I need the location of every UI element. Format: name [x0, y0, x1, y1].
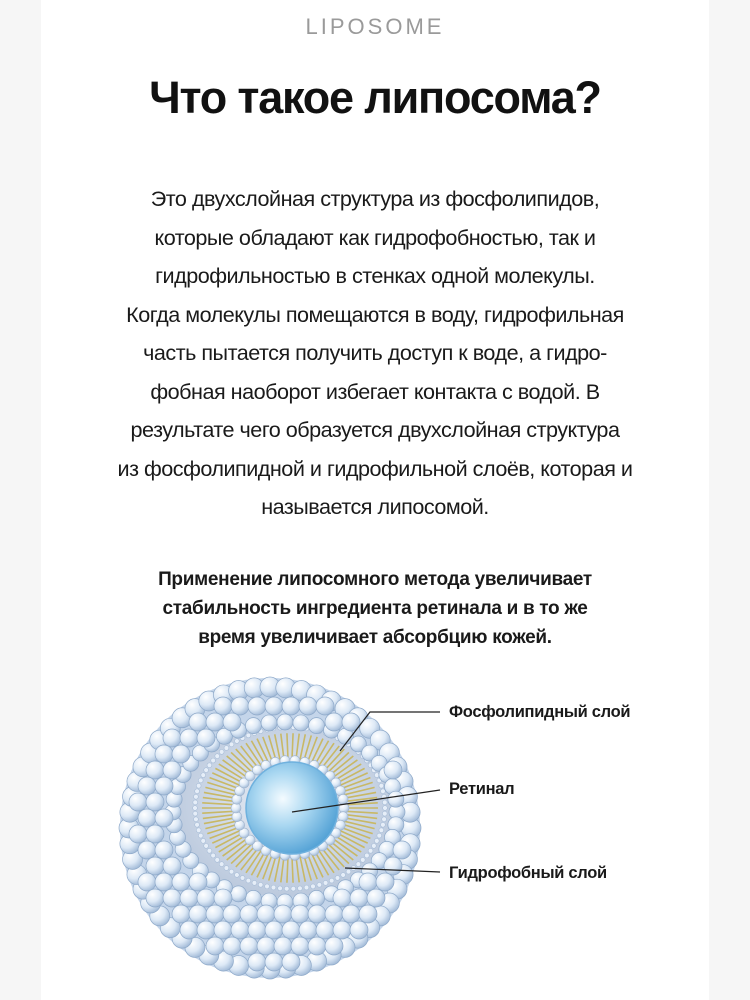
outer-head-sphere: [291, 905, 309, 923]
outer-head-sphere: [350, 921, 368, 939]
outer-head-sphere: [359, 905, 377, 923]
liposome-sphere: [119, 677, 421, 979]
lipid-head: [219, 862, 224, 867]
lipid-head: [219, 750, 224, 755]
outer-head-sphere: [223, 905, 241, 923]
outer-head-sphere: [230, 886, 246, 902]
lipid-head: [356, 862, 361, 867]
lipid-head: [346, 869, 351, 874]
outer-head-sphere: [189, 873, 207, 891]
outer-head-sphere: [248, 697, 266, 715]
lipid-head: [215, 858, 220, 863]
lipid-head: [371, 844, 376, 849]
outer-head-sphere: [282, 953, 300, 971]
outer-head-sphere: [388, 791, 404, 807]
outer-head-sphere: [214, 921, 232, 939]
outer-head-sphere: [333, 921, 351, 939]
outer-head-sphere: [265, 921, 283, 939]
outer-head-sphere: [293, 715, 309, 731]
lipid-head: [368, 848, 373, 853]
lipid-head: [211, 853, 216, 858]
page-title: Что такое липосома?: [149, 72, 601, 123]
outer-head-sphere: [155, 777, 173, 795]
lipid-head: [271, 885, 276, 890]
highlight-line: время увеличивает абсорбцию кожей.: [198, 627, 552, 648]
lipid-head: [234, 739, 239, 744]
lipid-head: [298, 886, 303, 891]
outer-head-sphere: [180, 889, 198, 907]
outer-head-sphere: [257, 905, 275, 923]
lipid-head: [317, 882, 322, 887]
brand-logo: LIPOSOME: [305, 14, 445, 39]
lipid-head: [194, 794, 199, 799]
lipid-head: [224, 866, 229, 871]
lipid-head: [284, 886, 289, 891]
lipid-head: [252, 880, 257, 885]
outer-head-sphere: [180, 921, 198, 939]
lipid-head: [381, 822, 386, 827]
outer-head-sphere: [342, 905, 360, 923]
outer-head-sphere: [138, 873, 156, 891]
outer-head-sphere: [214, 889, 232, 907]
outer-head-sphere: [138, 809, 156, 827]
lipid-head: [193, 811, 198, 816]
outer-head-sphere: [231, 921, 249, 939]
lipid-head: [240, 876, 245, 881]
lipid-head: [195, 822, 200, 827]
outer-head-sphere: [146, 825, 164, 843]
outer-head-sphere: [163, 729, 181, 747]
paragraph-line: фобная наоборот избегает контакта с водой. В: [150, 378, 600, 404]
outer-head-sphere: [180, 729, 198, 747]
outer-head-sphere: [146, 889, 164, 907]
outer-head-sphere: [248, 953, 266, 971]
outer-head-sphere: [309, 718, 325, 734]
outer-head-sphere: [325, 713, 343, 731]
lipid-head: [311, 884, 316, 889]
paragraph-line: часть пытается получить доступ к воде, а гидро-: [143, 340, 607, 365]
outer-head-sphere: [138, 777, 156, 795]
lipid-head: [335, 876, 340, 881]
label-hydrophobic-layer: Гидрофобный слой: [449, 864, 607, 882]
lipid-head: [258, 882, 263, 887]
lipid-head: [291, 886, 296, 891]
outer-head-sphere: [155, 841, 173, 859]
outer-head-sphere: [214, 697, 232, 715]
outer-head-sphere: [163, 761, 181, 779]
outer-head-sphere: [155, 745, 173, 763]
outer-head-sphere: [146, 857, 164, 875]
outer-head-sphere: [257, 937, 275, 955]
paragraph-line: результате чего образуется двухслойная структура: [130, 417, 620, 442]
outer-head-sphere: [172, 905, 190, 923]
lipid-head: [364, 853, 369, 858]
lipid-head: [341, 873, 346, 878]
outer-head-sphere: [197, 921, 215, 939]
outer-head-sphere: [359, 873, 377, 891]
paragraph-line: называется липосомой.: [261, 494, 489, 519]
outer-head-sphere: [245, 890, 261, 906]
paragraph-line: Когда молекулы помещаются в воду, гидрофильная: [126, 301, 624, 327]
outer-head-sphere: [163, 857, 181, 875]
lipid-head: [379, 783, 384, 788]
paragraph-line: Это двухслойная структура из фосфолипидов,: [150, 186, 600, 211]
lipid-head: [196, 828, 201, 833]
lipid-head: [377, 833, 382, 838]
lipid-head: [193, 806, 198, 811]
outer-head-sphere: [299, 921, 317, 939]
outer-head-sphere: [274, 905, 292, 923]
lipid-head: [207, 763, 212, 768]
lipid-head: [198, 833, 203, 838]
lipid-head: [207, 848, 212, 853]
outer-head-sphere: [299, 697, 317, 715]
inner-head-sphere: [231, 803, 241, 813]
outer-head-sphere: [393, 841, 411, 859]
lipid-head: [379, 828, 384, 833]
outer-head-sphere: [189, 905, 207, 923]
outer-head-sphere: [384, 857, 402, 875]
outer-head-sphere: [282, 921, 300, 939]
outer-head-sphere: [206, 937, 224, 955]
outer-head-sphere: [155, 809, 173, 827]
lipid-head: [383, 806, 388, 811]
lipid-head: [265, 884, 270, 889]
outer-head-sphere: [325, 937, 343, 955]
lipid-head: [329, 878, 334, 883]
paragraph-line: которые обладают как гидрофобностью, так и: [154, 224, 596, 250]
outer-head-sphere: [240, 937, 258, 955]
label-phospholipid-layer: Фосфолипидный слой: [449, 703, 631, 721]
paragraph-line: гидрофильностью в стенках одной молекулы.: [155, 263, 595, 288]
lipid-head: [229, 742, 234, 747]
lipid-head: [246, 878, 251, 883]
paragraph-line: из фосфолипидной и гидрофильной слоёв, которая и: [117, 455, 633, 481]
outer-head-sphere: [282, 697, 300, 715]
lipid-head: [382, 800, 387, 805]
outer-head-sphere: [316, 921, 334, 939]
outer-head-sphere: [325, 905, 343, 923]
outer-head-sphere: [129, 825, 147, 843]
lipid-head: [204, 844, 209, 849]
outer-head-sphere: [197, 889, 215, 907]
outer-head-sphere: [223, 937, 241, 955]
outer-head-sphere: [138, 841, 156, 859]
lipid-head: [196, 783, 201, 788]
outer-head-sphere: [146, 761, 164, 779]
lipid-head: [382, 817, 387, 822]
retinal-core: [246, 762, 338, 854]
outer-head-sphere: [308, 905, 326, 923]
highlight-line: Применение липосомного метода увеличивает: [158, 569, 592, 590]
outer-head-sphere: [291, 937, 309, 955]
outer-head-sphere: [172, 745, 190, 763]
lipid-head: [360, 858, 365, 863]
lipid-head: [193, 800, 198, 805]
lipid-head: [278, 886, 283, 891]
lipid-head: [201, 773, 206, 778]
outer-head-sphere: [206, 713, 224, 731]
outer-head-sphere: [197, 729, 215, 747]
lipid-head: [211, 758, 216, 763]
label-retinal: Ретинал: [449, 780, 515, 798]
outer-head-sphere: [248, 921, 266, 939]
inner-head-sphere: [338, 794, 348, 804]
outer-head-sphere: [265, 697, 283, 715]
lipid-head: [374, 838, 379, 843]
lipid-head: [201, 838, 206, 843]
outer-head-sphere: [245, 718, 261, 734]
outer-head-sphere: [261, 715, 277, 731]
outer-head-sphere: [367, 889, 385, 907]
outer-head-sphere: [172, 873, 190, 891]
lipid-head: [224, 746, 229, 751]
outer-head-sphere: [274, 937, 292, 955]
outer-head-sphere: [189, 713, 207, 731]
lipid-head: [234, 873, 239, 878]
outer-head-sphere: [129, 793, 147, 811]
outer-head-sphere: [163, 889, 181, 907]
lipid-head: [304, 885, 309, 890]
outer-head-sphere: [277, 714, 293, 730]
outer-head-sphere: [231, 697, 249, 715]
outer-head-sphere: [146, 793, 164, 811]
outer-head-sphere: [155, 873, 173, 891]
outer-head-sphere: [309, 890, 325, 906]
outer-head-sphere: [308, 937, 326, 955]
outer-head-sphere: [384, 761, 402, 779]
outer-head-sphere: [316, 697, 334, 715]
lipid-head: [382, 811, 387, 816]
lipid-head: [195, 789, 200, 794]
outer-head-sphere: [376, 873, 394, 891]
lipid-head: [215, 754, 220, 759]
lipid-head: [323, 880, 328, 885]
outer-head-sphere: [206, 905, 224, 923]
outer-head-sphere: [265, 953, 283, 971]
lipid-head: [229, 869, 234, 874]
outer-head-sphere: [333, 889, 351, 907]
outer-head-sphere: [240, 905, 258, 923]
lipid-head: [194, 817, 199, 822]
outer-head-sphere: [350, 889, 368, 907]
lipid-head: [374, 773, 379, 778]
lipid-head: [198, 778, 203, 783]
outer-head-sphere: [223, 713, 241, 731]
lipid-head: [204, 768, 209, 773]
inner-head-sphere: [232, 812, 242, 822]
highlight-line: стабильность ингредиента ретинала и в то же: [162, 598, 588, 619]
lipid-head: [381, 789, 386, 794]
lipid-head: [246, 733, 251, 738]
